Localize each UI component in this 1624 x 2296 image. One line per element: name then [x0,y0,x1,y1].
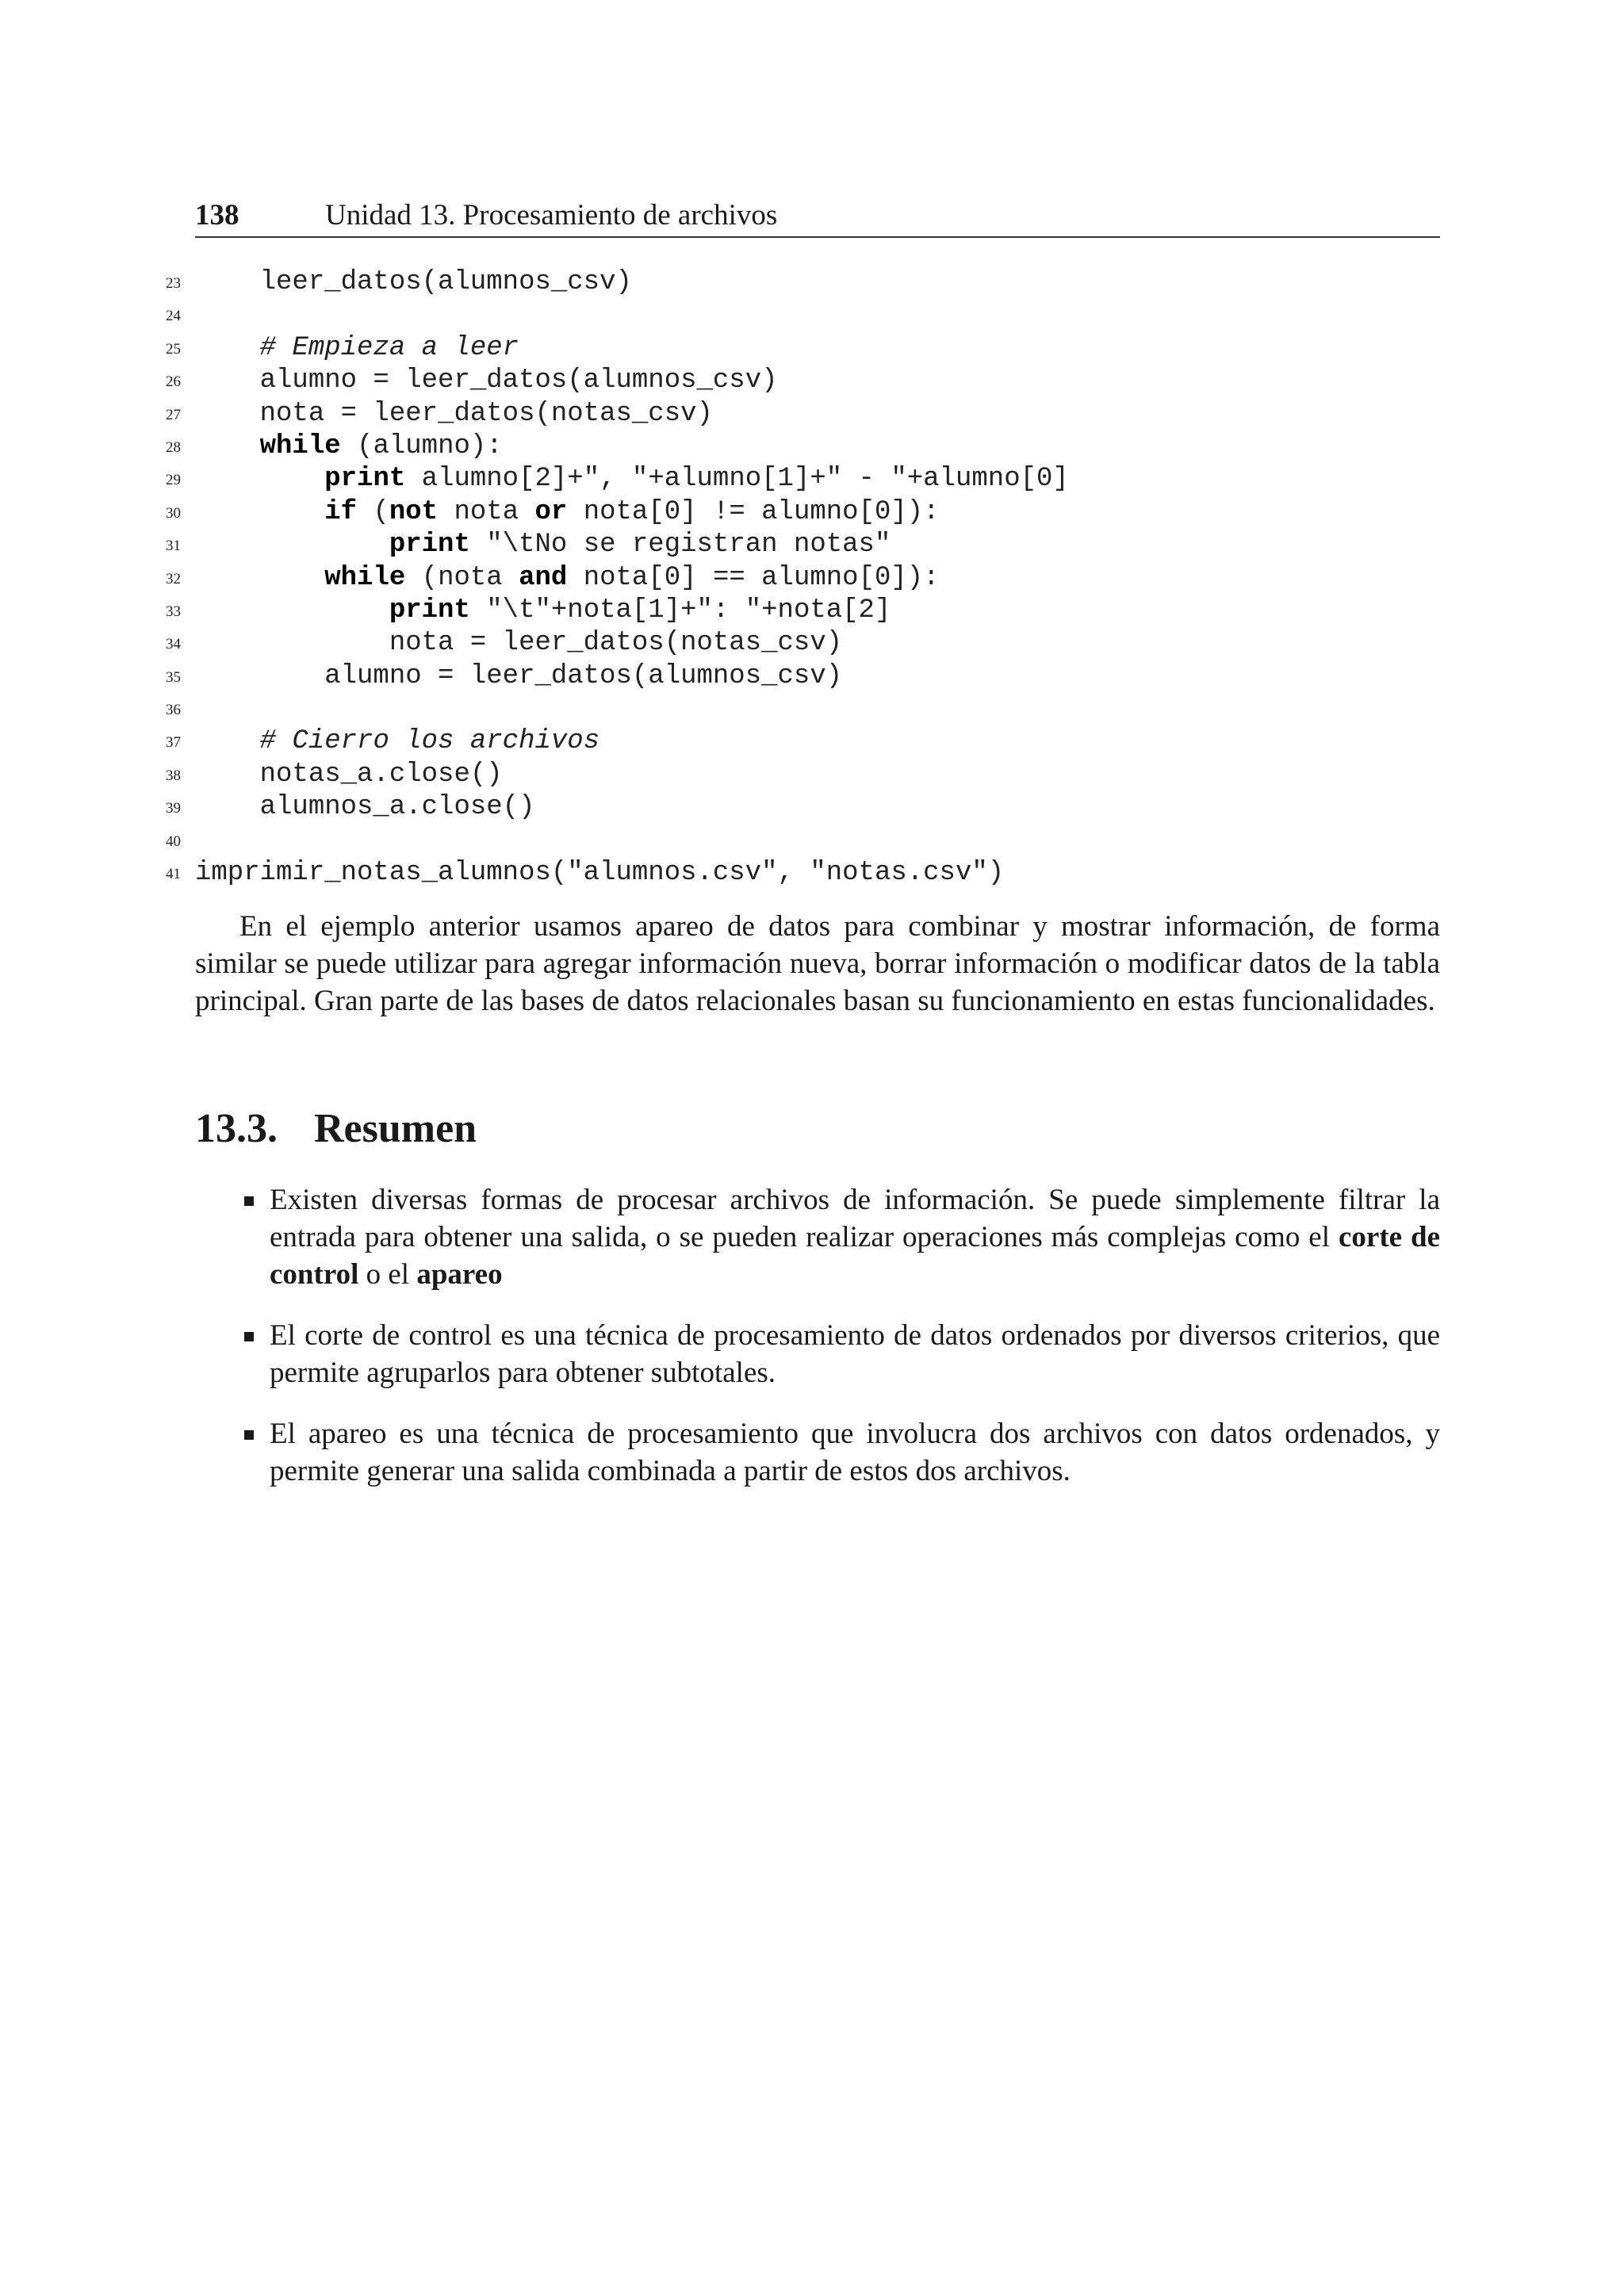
code-line [0,496,1624,529]
line-code [195,595,891,627]
code-line [0,266,1624,299]
code-line [0,759,1624,791]
code-line [0,791,1624,824]
line-code [195,365,778,397]
code-text: alumnos_a.close() [195,792,535,823]
code-line [0,627,1624,660]
code-text: leer_datos(alumnos_csv) [195,267,632,297]
code-comment: # Cierro los archivos [259,726,600,757]
line-code [195,857,1004,890]
code-text: nota = leer_datos(notas_csv) [195,628,843,659]
line-code [195,463,1069,496]
code-line [0,857,1624,890]
code-keyword: while [324,562,406,593]
code-text: nota[0] == alumno[0]): [567,562,940,593]
line-code [195,660,842,693]
line-number: 41 [166,866,181,883]
page-number: 138 [195,199,239,232]
code-text: "\t"+nota[1]+": "+nota[2] [469,595,891,626]
code-text [195,497,324,527]
line-number: 26 [166,373,181,391]
running-title: Unidad 13. Procesamiento de archivos [325,199,778,232]
code-line [0,299,1624,331]
line-number: 34 [166,636,181,653]
line-code [195,430,503,463]
code-line [0,725,1624,758]
code-line [0,529,1624,561]
line-number: 37 [166,734,181,752]
line-number: 24 [166,308,181,325]
code-keyword: while [259,430,341,461]
line-number: 33 [166,603,181,620]
page-header [195,195,1440,238]
line-code [195,791,534,824]
section-number: 13.3. [195,1106,278,1151]
square-bullet-icon [244,1196,254,1206]
line-number: 39 [166,800,181,817]
code-text: (nota [405,562,519,593]
code-line [0,562,1624,595]
section-heading [195,1105,477,1152]
code-text: "\tNo se registran notas" [469,530,891,561]
summary-item [195,1317,1440,1391]
code-keyword: and [519,562,568,593]
code-keyword: or [534,496,568,527]
code-line [0,430,1624,463]
line-code [195,266,632,299]
code-text: nota [438,496,535,527]
line-code [195,759,503,791]
line-code [195,562,940,595]
code-text: nota[0] != alumno[0]): [567,496,940,527]
code-line [0,332,1624,365]
section-title: Resumen [314,1106,477,1151]
bold-term: corte de control [270,1221,1441,1291]
code-text [195,726,260,756]
code-comment: # Empieza a leer [259,332,519,363]
line-number: 40 [166,832,181,850]
line-code [195,332,519,365]
summary-item [195,1415,1440,1490]
summary-item [195,1181,1440,1293]
bold-term: apareo [416,1258,503,1291]
line-number: 35 [166,668,181,686]
code-text: (alumno): [340,430,503,461]
line-number: 32 [166,570,181,587]
item-text: o el [358,1258,417,1291]
code-keyword: print [324,464,406,495]
code-keyword: print [389,530,470,561]
summary-list [195,1181,1440,1513]
code-text: ( [357,496,389,527]
line-code [195,627,842,660]
square-bullet-icon [244,1332,254,1341]
code-keyword: not [389,496,439,527]
square-bullet-icon [244,1430,254,1440]
code-line [0,463,1624,496]
line-code [195,725,599,758]
code-text [195,563,324,593]
code-text: alumno = leer_datos(alumnos_csv) [195,365,778,396]
line-number: 29 [166,472,181,489]
line-number: 36 [166,702,181,719]
item-text: El apareo es una técnica de procesamiento que involucra dos archivos con datos ordenados, y permite generar una salida combinada a partir de estos dos archivos. [270,1418,1440,1487]
code-text [195,530,389,560]
line-number: 27 [166,406,181,423]
line-code [195,398,713,430]
line-code [195,529,891,561]
code-line [0,365,1624,397]
line-number: 30 [166,504,181,522]
code-text: imprimir_notas_alumnos("alumnos.csv", "notas.csv") [195,858,1005,889]
code-line [0,660,1624,693]
line-number: 31 [166,538,181,555]
body-paragraph: En el ejemplo anterior usamos apareo de datos para combinar y mostrar información, de forma similar se puede utilizar para agregar información nueva, borrar información o modificar datos de la tabla principal. Gran parte de las bases de datos relacionales basan su funcionamiento en estas funcionalidades. [195,910,1440,1017]
code-line [0,825,1624,857]
line-number: 38 [166,767,181,784]
line-number: 23 [166,275,181,292]
code-listing [0,266,1624,890]
code-text: notas_a.close() [195,759,503,790]
line-number: 28 [166,438,181,456]
code-keyword: print [389,595,470,626]
code-keyword: if [324,496,358,527]
code-text [195,431,260,461]
code-line [0,398,1624,430]
code-text: nota = leer_datos(notas_csv) [195,398,713,429]
code-text [195,595,389,626]
item-text: Existen diversas formas de procesar archivos de información. Se puede simplemente filtrar la entrada para obtener una salida, o se pueden realizar operaciones más complejas como el [270,1184,1440,1253]
code-text: alumno = leer_datos(alumnos_csv) [195,660,843,691]
code-line [0,595,1624,627]
code-line [0,693,1624,725]
code-text: alumno[2]+", "+alumno[1]+" - "+alumno[0] [405,464,1069,495]
code-text [195,333,260,363]
item-text: El corte de control es una técnica de procesamiento de datos ordenados por diversos criterios, que permite agruparlos para obtener subtotales. [270,1319,1440,1389]
line-number: 25 [166,340,181,358]
code-text [195,464,324,494]
line-code [195,496,940,529]
